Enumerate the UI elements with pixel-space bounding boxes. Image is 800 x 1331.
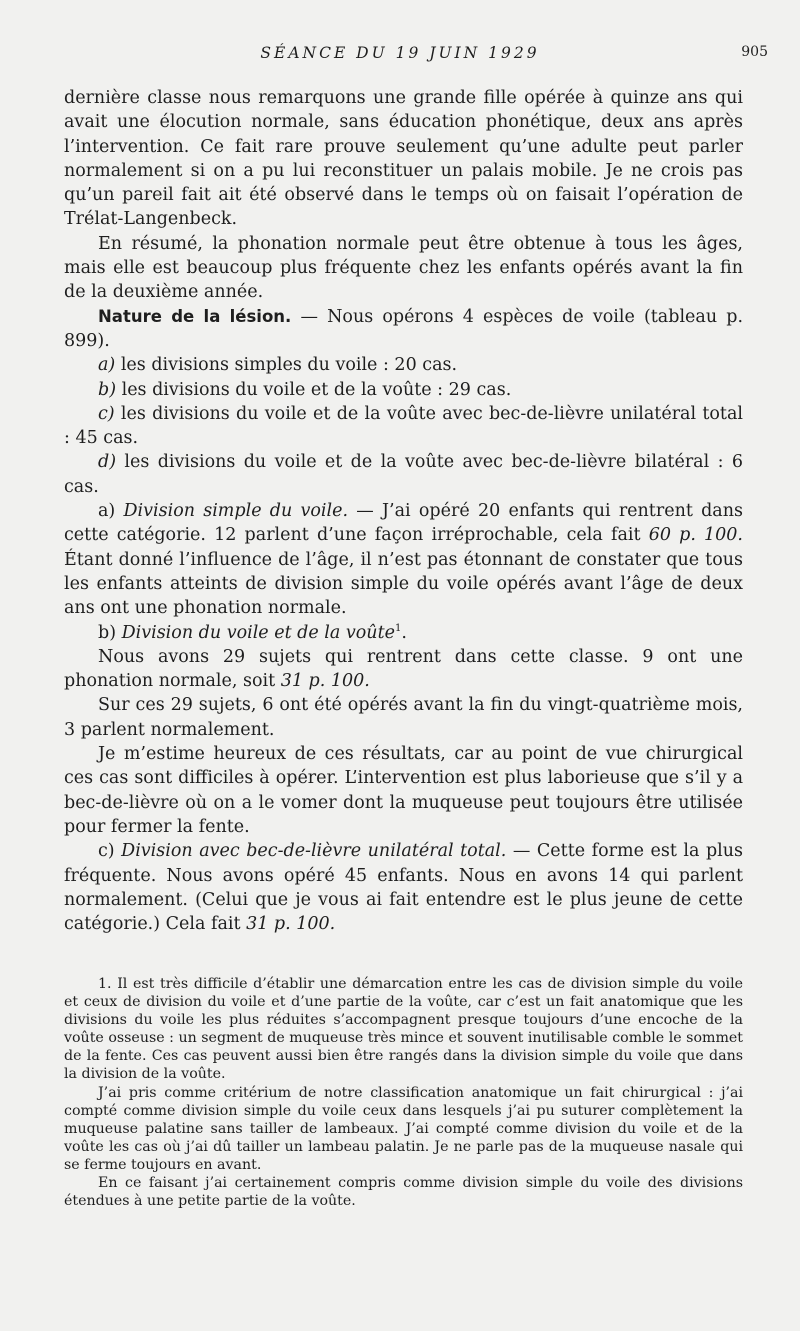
paragraph-text: — J’ai opéré 20 enfants qui rentrent dans cette catégorie. 12 parlent d’une façon irréprochable, cela fait <box>64 501 743 546</box>
paragraph: Je m’estime heureux de ces résultats, car au point de vue chirurgical ces cas sont difficiles à opérer. L’intervention est plus laborieuse que s’il y a bec-de-lièvre où on a le vomer dont la muqueuse peut toujours être utilisée pour fermer la fente. <box>64 744 743 837</box>
section-marker: c) <box>98 841 122 862</box>
paragraph <box>64 645 743 694</box>
percentage: 31 p. 100. <box>246 914 336 935</box>
footnotes <box>64 975 743 1210</box>
list-text: les divisions du voile et de la voûte avec bec-de-lièvre unilatéral total : 45 cas. <box>64 403 743 449</box>
paragraph-text: — Cette forme est la plus fréquente. Nous avons opéré 45 enfants. Nous en avons 14 qui parlent normalement. (Celui que je vous ai fait entendre est le plus jeune de cette catégorie.) Cela fait <box>64 841 743 935</box>
list-item <box>64 450 743 499</box>
punctuation: . <box>401 622 407 643</box>
section-title: Division simple du voile. <box>123 501 349 522</box>
paragraph: dernière classe nous remarquons une grande fille opérée à quinze ans qui avait une élocution normale, sans éducation phonétique, deux ans après l’intervention. Ce fait rare prouve seulement qu’une adulte peut parler normalement si on a pu lui reconstituer un palais mobile. Je ne crois pas qu’un pareil fait ait été observé dans le temps où on faisait l’opération de Trélat-Langenbeck. <box>64 88 743 230</box>
list-text: les divisions du voile et de la voûte : 29 cas. <box>116 379 512 400</box>
list-text: les divisions du voile et de la voûte avec bec-de-lièvre bilatéral : 6 cas. <box>64 452 743 497</box>
list-item <box>64 353 743 377</box>
footnote: 1. Il est très difficile d’établir une démarcation entre les cas de division simple du voile et ceux de division du voile et d’une partie de la voûte, car c’est un fait anatomique que les divisions du voile les plus réduites s’accompagnent presque toujours d’une encoche de la voûte osseuse : un segment de muqueuse très mince et souvent inutilisable comble le sommet de la fente. Ces cas peuvent aussi bien être rangés dans la division simple du voile que dans la division de la voûte. <box>64 976 743 1083</box>
section-title: Division avec bec-de-lièvre unilatéral total. <box>121 841 507 862</box>
running-head: SÉANCE DU 19 JUIN 1929 <box>260 44 540 62</box>
footnote: En ce faisant j’ai certainement compris comme division simple du voile des divisions étendues à une petite partie de la voûte. <box>64 1175 743 1210</box>
list-item <box>64 378 743 402</box>
paragraph <box>64 499 743 620</box>
section-heading: Nature de la lésion. <box>98 306 292 326</box>
list-marker: c) <box>98 403 115 424</box>
paragraph: Sur ces 29 sujets, 6 ont été opérés avant la fin du vingt-quatrième mois, 3 parlent normalement. <box>64 695 743 740</box>
paragraph-text: Étant donné l’influence de l’âge, il n’est pas étonnant de constater que tous les enfants atteints de division simple du voile opérés avant l’âge de deux ans ont une phonation normale. <box>64 549 743 619</box>
section-marker: a) <box>98 501 124 522</box>
paragraph-text: Nous avons 29 sujets qui rentrent dans cette classe. 9 ont une phonation normale, soit <box>64 646 743 692</box>
footnote: J’ai pris comme critérium de notre classification anatomique un fait chirurgical : j’ai compté comme division simple du voile ceux dans lesquels j’ai pu suturer complètement la muqueuse palatine sans tailler de lambeaux. J’ai compté comme division du voile et de la voûte les cas où j’ai dû tailler un lambeau palatin. Je ne parle pas de la muqueuse nasale qui se ferme toujours en avant. <box>64 1084 743 1173</box>
list-item <box>64 402 743 451</box>
percentage: 60 p. 100. <box>648 525 743 546</box>
list-marker: b) <box>98 379 117 400</box>
list-marker: a) <box>98 355 116 376</box>
footnote-ref: 1 <box>394 622 402 634</box>
list-marker: d) <box>98 452 117 473</box>
section-marker: b) <box>98 622 122 643</box>
list-text: les divisions simples du voile : 20 cas. <box>115 355 458 376</box>
paragraph: En résumé, la phonation normale peut être obtenue à tous les âges, mais elle est beaucoup plus fréquente chez les enfants opérés avant la fin de la deuxième année. <box>64 233 743 303</box>
paragraph <box>64 305 743 354</box>
paragraph-text: — Nous opérons 4 espèces de voile (tableau p. 899). <box>64 306 744 351</box>
paragraph <box>64 839 743 936</box>
page-header <box>0 44 800 68</box>
main-text <box>64 86 743 936</box>
percentage: 31 p. 100. <box>280 671 370 692</box>
page-number: 905 <box>741 44 768 60</box>
section-heading-line <box>64 621 743 645</box>
section-title: Division du voile et de la voûte <box>121 622 395 643</box>
